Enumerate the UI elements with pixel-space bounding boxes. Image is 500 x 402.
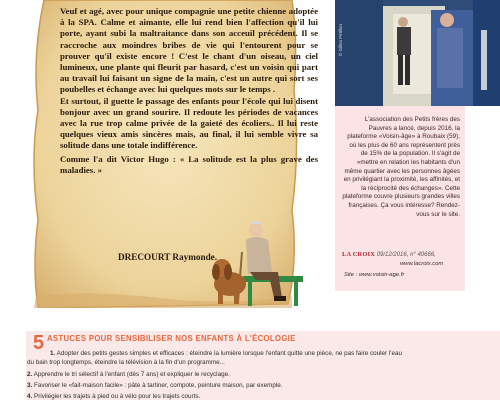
poem-signature: DRECOURT Raymonde. bbox=[118, 252, 218, 262]
tip-item bbox=[27, 371, 230, 380]
photo-caption: © Gilles Pétillon bbox=[338, 24, 343, 56]
site-link bbox=[344, 272, 404, 278]
poem-quote-line bbox=[60, 154, 318, 176]
doorway-photo bbox=[335, 0, 500, 106]
la-croix-logo: LA CROIX bbox=[342, 251, 376, 258]
tip-item bbox=[50, 350, 402, 359]
tip-text: Apprendre le tri sélectif à l'enfant (dès 7 ans) et expliquer le recyclage. bbox=[33, 371, 230, 378]
tip-number: 4. bbox=[27, 393, 33, 400]
man-and-dog-illustration bbox=[208, 212, 303, 308]
tip-item bbox=[27, 393, 200, 402]
tip-item bbox=[27, 382, 283, 391]
tip-number: 3. bbox=[27, 382, 33, 389]
poem-paragraph-2: Et surtout, il guette le passage des enfants pour l'école qui lui disent bonjour avec un grand sourire. Il redoute les périodes de vacances avec la rue trop calme privée de la gaieté des écoliers.. Il lui reste quelques vieux amis sincères mais, au final, il lui semble vivre sa solitude dans une totale indifférence. bbox=[60, 95, 318, 151]
poem-quote-intro: Comme l'a dit Victor Hugo : bbox=[60, 153, 180, 164]
tip-text: Adopter des petits gestes simples et efficaces : éteindre la lumière lorsque l'enfant quitte une pièce, ne pas faire couler l'eau bbox=[56, 350, 402, 357]
poem-text bbox=[60, 6, 318, 262]
tip-item bbox=[27, 359, 225, 368]
tip-text: du bain trop longtemps, éteindre la télévision à la fin d'un programme... bbox=[27, 359, 225, 366]
tip-text: Privilégier les trajets à pied ou à vélo pour les trajets courts. bbox=[34, 393, 201, 400]
source-date: 09/12/2016, n° 40666, bbox=[376, 252, 436, 258]
tips-number: 5 bbox=[33, 332, 45, 354]
tip-number: 2. bbox=[27, 371, 33, 378]
tip-number: 1. bbox=[50, 350, 56, 357]
source-website[interactable]: www.lacroix.com bbox=[400, 261, 444, 267]
poem-quote: « La solitude est la plus grave des maladies. » bbox=[60, 153, 318, 175]
tip-text: Favoriser le «fait-maison facile» : pâte à tartiner, compote, peinture maison, par exemple. bbox=[34, 382, 283, 389]
tips-title: ASTUCES POUR SENSIBILISER NOS ENFANTS À L'ÉCOLOGIE bbox=[47, 334, 296, 343]
source-credit bbox=[342, 251, 436, 258]
site-url[interactable]: www.voisin-age.fr bbox=[358, 272, 405, 278]
info-box-text: L'association des Petits frères des Pauvres a lancé, depuis 2016, la plateforme «Voisin-âge» à Roubaix (59), où les plus de 60 ans représentent près de 15% de la population. Il s'agit de «mettre en relation les habitants d'un même quartier avec les personnes âgées en privilégiant la proximité, les affinités, et la réciprocité des échanges». Cette plateforme couvre plusieurs grandes villes françaises. Ça vous intéresse? Rendez-vous sur le site. bbox=[342, 116, 460, 218]
site-label: Site : bbox=[344, 272, 359, 278]
poem-paragraph-1: Veuf et agé, avec pour unique compagnie une petite chienne adoptée à la SPA. Calme et aimante, elle lui rend bien l'affection qu'il lui porte, ayant subi la maltraitance dans son acceuil précédent. Il se raccroche aux moindres bribes de vie qui l'entourent pour se prouver qu'il existe encore ! C'est le chant d'un oiseau, un ciel lumineux, une plante qui fleurit par hasard, c'est un voisin qui part au travail lui faisant un signe de la main, c'est un autre qui sort ses poubelles et échange avec lui quelques mots sur le temps . bbox=[60, 6, 318, 95]
